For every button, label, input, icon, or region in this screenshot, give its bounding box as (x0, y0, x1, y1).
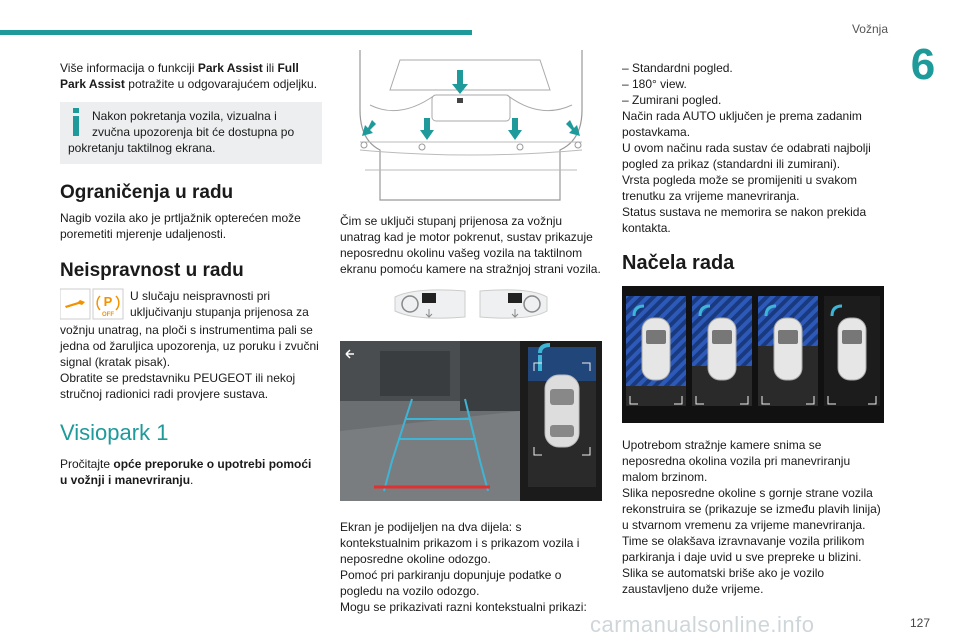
parking-aid-text: Pomoć pri parkiranju dopunjuje podatke o pogledu na vozilo odozgo. (340, 568, 562, 598)
warning-lamps-icon (60, 288, 124, 320)
camera-screen-image (340, 341, 602, 501)
screen-split-text: Ekran je podijeljen na dva dijela: s kontekstualnim prikazom i s prikazom vozila i neposredne okoline odozgo. (340, 520, 580, 566)
status-memory-text: Status sustava ne memorira se nakon prekida kontakta. (622, 205, 867, 235)
fault-text-continued: vožnju unatrag, na ploči s instrumentima pali se jedna od žaruljica upozorenja, uz poruku i zvučni signal (kratak pisak). (60, 323, 319, 369)
column-left (60, 60, 322, 488)
contextual-views-text: Mogu se prikazivati razni kontekstualni prikazi: (340, 600, 587, 614)
read-recommendations: Pročitajte opće preporuke o upotrebi pomoći u vožnji i manevriranju. (60, 457, 312, 487)
auto-mode-text: Način rada AUTO uključen je prema zadanim postavkama. (622, 109, 862, 139)
heading-limits: Ograničenja u radu (60, 182, 234, 203)
intro-paragraph: Više informacija o funkciji Park Assist ili Full Park Assist potražite u odgovarajućem odjeljku. (60, 61, 318, 91)
view-item-standard: – Standardni pogled. (622, 61, 733, 75)
alignment-text: Time se olakšava izravnavanje vozila prilikom parkiranja i daje uvid u sve prepreke u blizini. Slika se automatski briše ako je vozilo zaustavljeno duže vrijeme. (622, 534, 865, 596)
page-number: 127 (909, 616, 930, 630)
info-box (60, 102, 322, 164)
fault-text: U slučaju neispravnosti pri uključivanju stupanja prijenosa za (130, 289, 309, 319)
info-icon (68, 108, 84, 136)
heading-fault: Neispravnost u radu (60, 260, 244, 281)
heading-visiopark: Visiopark 1 (60, 420, 169, 445)
chapter-number: 6 (910, 40, 936, 89)
watermark: carmanualsonline.info (590, 612, 815, 637)
fault-row (60, 288, 322, 322)
column-middle (340, 50, 602, 615)
reverse-gear-text: Čim se uključi stupanj prijenosa za vožnju unatrag kad je motor pokrenut, sustav prikazuje neposrednu okolinu vašeg vozila na taktilnom ekranu pomoću kamere na stražnjoj strani vozila. (340, 214, 601, 276)
reconstruction-text: Slika neposredne okoline s gornje strane vozila rekonstruira se (prikazuje se između plavih linija) u stvarnom vremenu za vrijeme manevriranja. (622, 486, 881, 532)
chapter-title: Vožnja (851, 22, 888, 36)
auto-select-text: U ovom načinu rada sustav će odabrati najbolji pogled za prikaz (standardni ili zumirani). (622, 141, 871, 171)
camera-buttons-icon (340, 287, 602, 327)
column-right (622, 60, 886, 597)
view-item-zoom: – Zumirani pogled. (622, 93, 722, 107)
header-bar (0, 30, 472, 35)
limits-paragraph: Nagib vozila ako je prtljažnik opterećen može poremetiti mjerenje udaljenosti. (60, 211, 301, 241)
view-item-180: – 180° view. (622, 77, 687, 91)
view-change-text: Vrsta pogleda može se promijeniti u svakom trenutku za vrijeme manevriranja. (622, 173, 857, 203)
info-text: Nakon pokretanja vozila, vizualna i zvučna upozorenja bit će dostupna po (92, 109, 295, 139)
info-text-continued: pokretanju taktilnog ekrana. (68, 141, 216, 155)
fault-contact-text: Obratite se predstavniku PEUGEOT ili nekoj stručnoj radionici radi provjere sustava. (60, 371, 296, 401)
rear-camera-diagram (340, 50, 602, 205)
camera-capture-text: Upotrebom stražnje kamere snima se neposredna okolina vozila pri manevriranju malom brzinom. (622, 438, 851, 484)
operating-principle-diagram (622, 286, 884, 423)
svg-text:OFF: OFF (102, 312, 114, 318)
heading-principles: Načela rada (622, 252, 735, 274)
svg-text:P: P (103, 294, 113, 309)
